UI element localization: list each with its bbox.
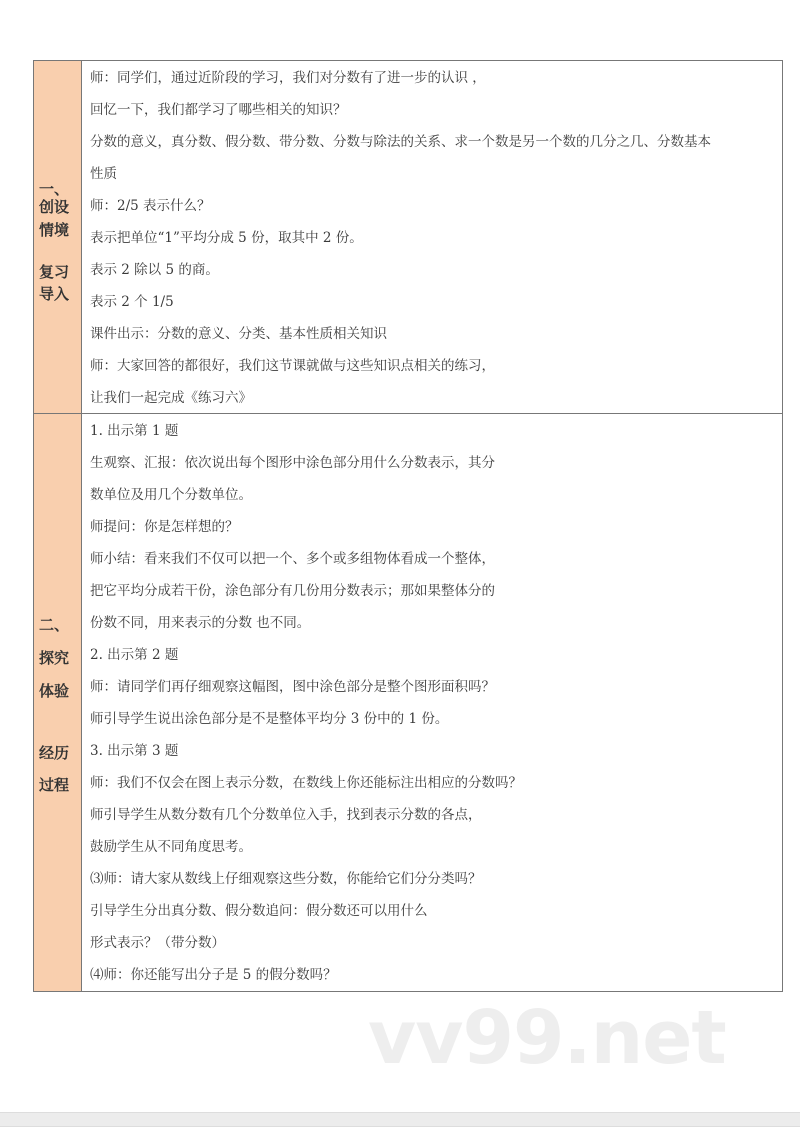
text-line: 师：2/5 表示什么？: [90, 198, 211, 214]
section-row-intro: [34, 61, 782, 414]
text-line: 让我们一起完成《练习六》: [90, 390, 252, 406]
text-line: 表示 2 除以 5 的商。: [90, 262, 219, 278]
section-label-line: 创设: [39, 198, 70, 216]
text-line: 数单位及用几个分数单位。: [90, 487, 252, 503]
text-line: 2. 出示第 2 题: [90, 647, 179, 663]
section-label-line: 体验: [39, 682, 70, 700]
text-line: 形式表示？（带分数）: [90, 935, 225, 951]
section-label-line: 过程: [39, 776, 70, 794]
section-content-explore: [82, 414, 782, 991]
text-line: 师提问：你是怎样想的？: [90, 519, 239, 535]
section-label-line: 经历: [39, 744, 70, 762]
text-line: 引导学生分出真分数、假分数追问：假分数还可以用什么: [90, 903, 428, 919]
text-line: 师：我们不仅会在图上表示分数，在数线上你还能标注出相应的分数吗？: [90, 775, 522, 791]
text-line: 师：同学们，通过近阶段的学习，我们对分数有了进一步的认识 ，: [90, 70, 486, 86]
section-row-explore: [34, 414, 782, 991]
text-line: 分数的意义，真分数、假分数、带分数、分数与除法的关系、求一个数是另一个数的几分之几、分数基本: [90, 134, 711, 150]
section-label-line: 导入: [39, 285, 70, 303]
text-line: 师：请同学们再仔细观察这幅图，图中涂色部分是整个图形面积吗？: [90, 679, 495, 695]
text-line: 师：大家回答的都很好，我们这节课就做与这些知识点相关的练习，: [90, 358, 495, 374]
section-label-line: 一、: [39, 180, 70, 198]
text-line: 把它平均分成若干份，涂色部分有几份用分数表示；那如果整体分的: [90, 583, 495, 599]
text-line: 3. 出示第 3 题: [90, 743, 179, 759]
text-line: 份数不同，用来表示的分数 也不同。: [90, 615, 311, 631]
section-content-intro: [82, 61, 782, 413]
text-line: 课件出示：分数的意义、分类、基本性质相关知识: [90, 326, 387, 342]
text-line: 表示 2 个 1/5: [90, 294, 174, 310]
section-label-line: 复习: [39, 263, 70, 281]
text-line: ⑷师：你还能写出分子是 5 的假分数吗？: [90, 967, 337, 983]
text-line: 师引导学生从数分数有几个分数单位入手，找到表示分数的各点，: [90, 807, 482, 823]
text-line: 表示把单位“1”平均分成 5 份，取其中 2 份。: [90, 230, 363, 246]
text-line: ⑶师：请大家从数线上仔细观察这些分数，你能给它们分分类吗？: [90, 871, 482, 887]
watermark: vv99.net: [368, 995, 726, 1081]
section-label-line: 二、: [39, 616, 70, 634]
text-line: 师引导学生说出涂色部分是不是整体平均分 3 份中的 1 份。: [90, 711, 449, 727]
section-label-line: 情境: [39, 221, 70, 239]
text-line: 师小结：看来我们不仅可以把一个、多个或多组物体看成一个整体，: [90, 551, 495, 567]
section-label-explore: [34, 414, 82, 991]
section-label-intro: [34, 61, 82, 413]
text-line: 回忆一下，我们都学习了哪些相关的知识？: [90, 102, 347, 118]
page-bottom-bar: [0, 1112, 800, 1127]
text-line: 性质: [90, 166, 117, 182]
section-label-line: 探究: [39, 649, 70, 667]
text-line: 1. 出示第 1 题: [90, 423, 179, 439]
lesson-plan-table: [33, 60, 783, 992]
text-line: 鼓励学生从不同角度思考。: [90, 839, 252, 855]
text-line: 生观察、汇报：依次说出每个图形中涂色部分用什么分数表示，其分: [90, 455, 495, 471]
